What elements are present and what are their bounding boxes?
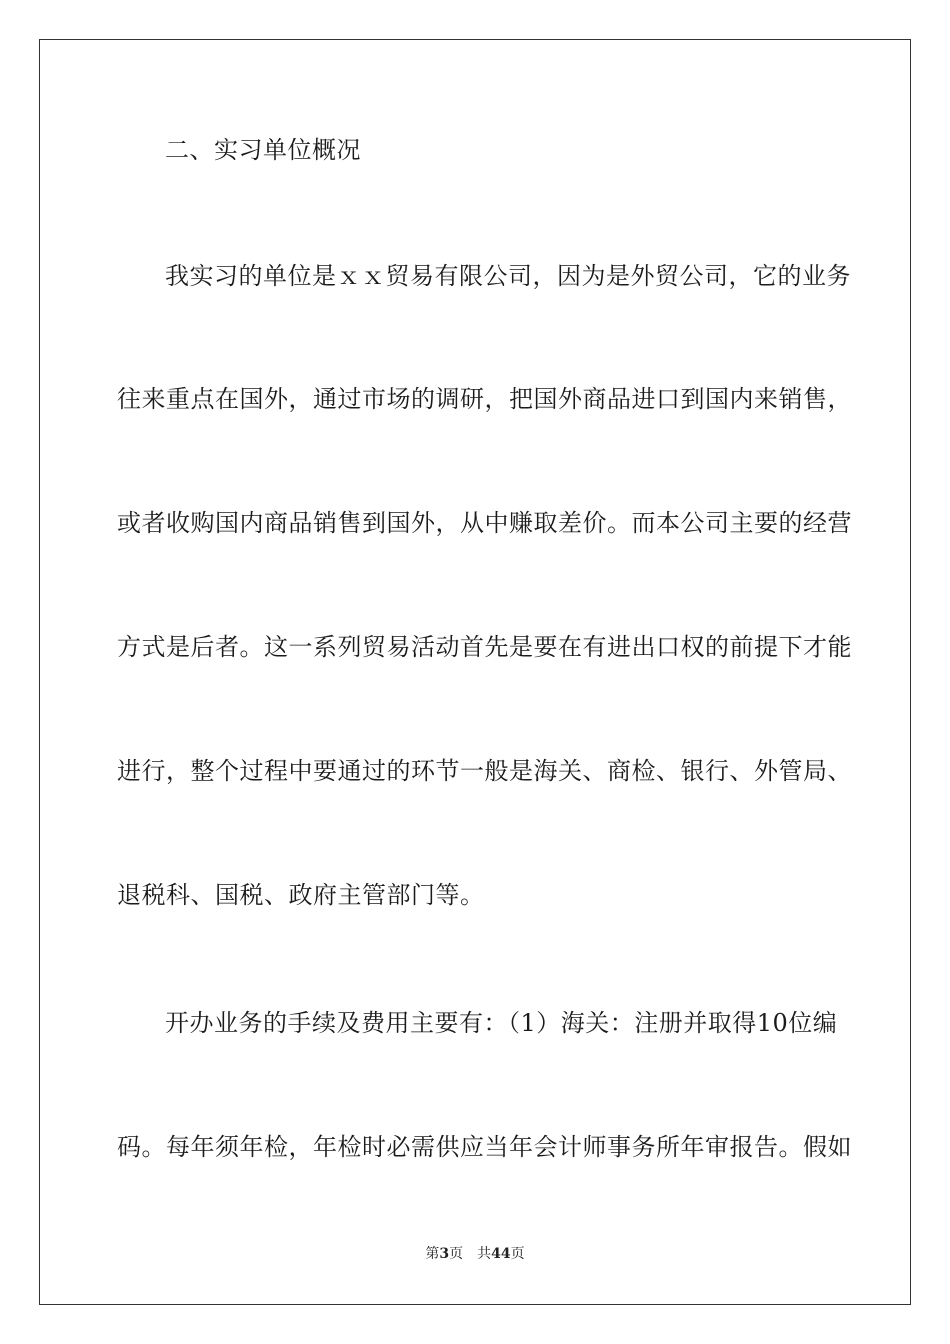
paragraph-line: 我实习的单位是ｘｘ贸易有限公司，因为是外贸公司，它的业务 (165, 262, 851, 290)
paragraph-line: 方式是后者。这一系列贸易活动首先是要在有进出口权的前提下才能 (117, 633, 852, 661)
footer-total-suffix: 页 (510, 1246, 525, 1262)
paragraph-line: 或者收购国内商品销售到国外，从中赚取差价。而本公司主要的经营 (117, 509, 852, 537)
paragraph-line: 退税科、国税、政府主管部门等。 (117, 881, 485, 909)
paragraph-line: 进行，整个过程中要通过的环节一般是海关、商检、银行、外管局、 (117, 757, 852, 785)
paragraph-line: 开办业务的手续及费用主要有：（1）海关：注册并取得10位编 (165, 1009, 838, 1037)
paragraph-line: 往来重点在国外，通过市场的调研，把国外商品进口到国内来销售， (117, 385, 852, 413)
paragraph-line: 码。每年须年检，年检时必需供应当年会计师事务所年审报告。假如 (117, 1133, 852, 1161)
page-footer (0, 1245, 950, 1263)
footer-total-pages: 44 (491, 1246, 511, 1262)
footer-page-number: 3 (439, 1246, 450, 1262)
footer-page-suffix: 页 (449, 1246, 464, 1262)
footer-total-prefix: 共 (477, 1246, 492, 1262)
footer-page-prefix: 第 (425, 1246, 440, 1262)
section-heading: 二、实习单位概况 (165, 136, 361, 164)
page-border (39, 39, 911, 1305)
